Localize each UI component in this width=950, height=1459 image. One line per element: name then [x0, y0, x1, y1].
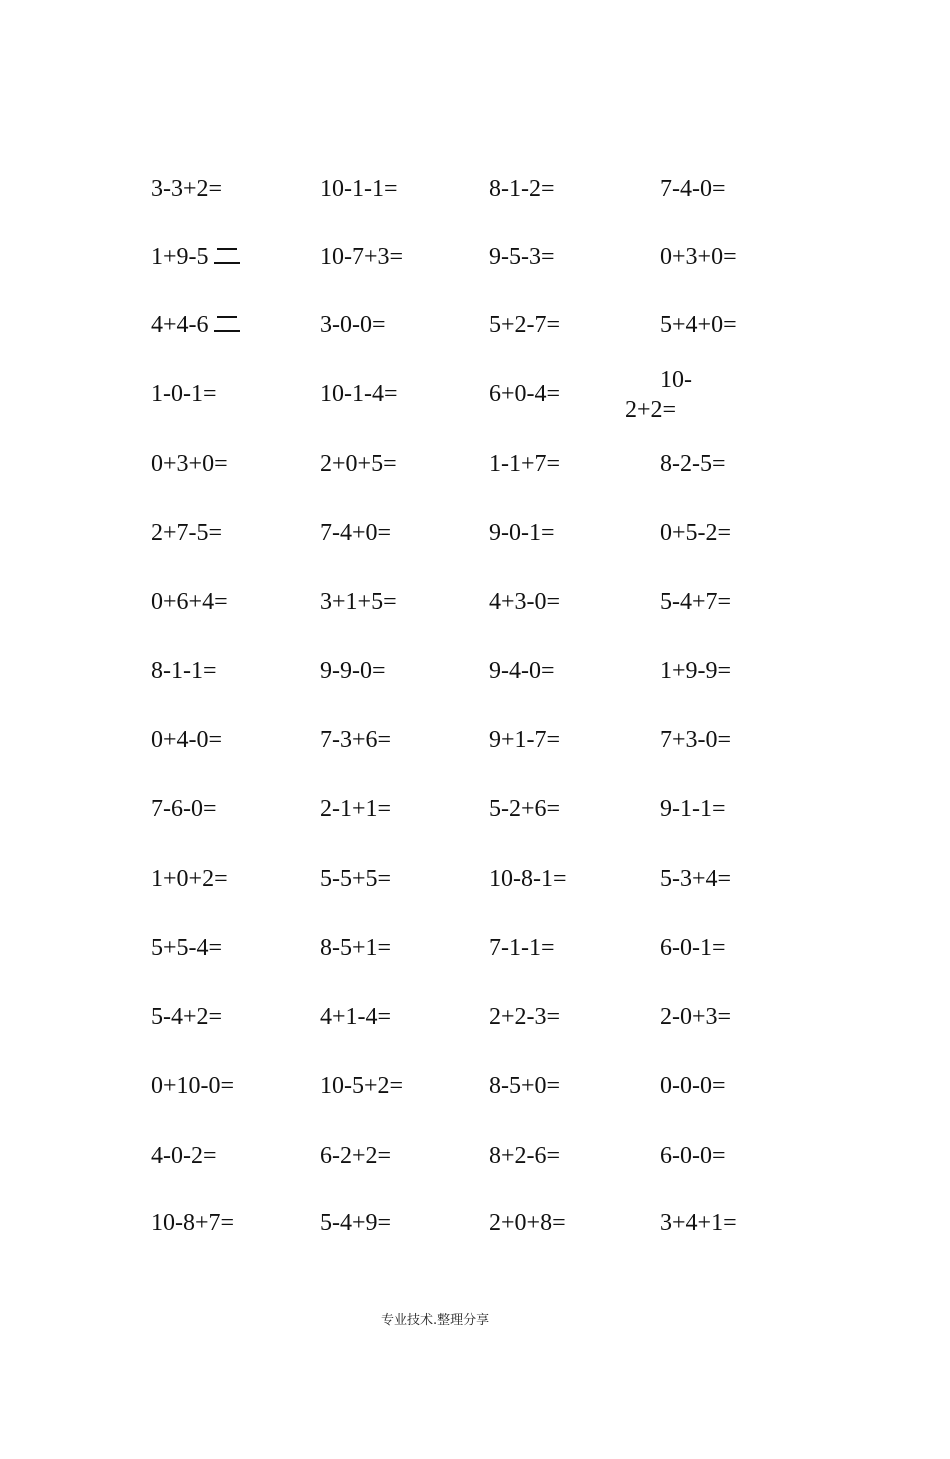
problem-r10-c2: 2-1+1= — [320, 796, 392, 822]
problem-r8-c2: 9-9-0= — [320, 658, 386, 684]
problem-r11-c4: 5-3+4= — [660, 866, 732, 892]
problem-r7-c4: 5-4+7= — [660, 589, 732, 615]
problem-r7-c2: 3+1+5= — [320, 589, 397, 615]
problem-r4-c1: 1-0-1= — [151, 381, 217, 407]
problem-r16-c4: 3+4+1= — [660, 1210, 737, 1236]
problem-r1-c1: 3-3+2= — [151, 176, 223, 202]
problem-r14-c2: 10-5+2= — [320, 1073, 404, 1099]
problem-r5-c1: 0+3+0= — [151, 451, 228, 477]
problem-r8-c4: 1+9-9= — [660, 658, 732, 684]
problem-r12-c1: 5+5-4= — [151, 935, 223, 961]
problem-r14-c4: 0-0-0= — [660, 1073, 726, 1099]
problem-r3-c4: 5+4+0= — [660, 312, 737, 338]
problem-r3-c2: 3-0-0= — [320, 312, 386, 338]
problem-r12-c3: 7-1-1= — [489, 935, 555, 961]
problem-r5-c3: 1-1+7= — [489, 451, 561, 477]
problem-r3-c3: 5+2-7= — [489, 312, 561, 338]
problem-r2-c1 — [151, 243, 240, 271]
problem-r16-c2: 5-4+9= — [320, 1210, 392, 1236]
problem-r4-c4 — [625, 365, 692, 425]
problem-r11-c2: 5-5+5= — [320, 866, 392, 892]
problem-r9-c3: 9+1-7= — [489, 727, 561, 753]
problem-r10-c4: 9-1-1= — [660, 796, 726, 822]
problem-text: 1+9-5 — [151, 244, 209, 270]
problem-r10-c1: 7-6-0= — [151, 796, 217, 822]
problem-r10-c3: 5-2+6= — [489, 796, 561, 822]
problem-r2-c4: 0+3+0= — [660, 244, 737, 270]
problem-r2-c3: 9-5-3= — [489, 244, 555, 270]
problem-r7-c3: 4+3-0= — [489, 589, 561, 615]
problem-r1-c3: 8-1-2= — [489, 176, 555, 202]
problem-r2-c2: 10-7+3= — [320, 244, 404, 270]
problem-r6-c2: 7-4+0= — [320, 520, 392, 546]
problem-r6-c4: 0+5-2= — [660, 520, 732, 546]
problem-r12-c2: 8-5+1= — [320, 935, 392, 961]
problem-r5-c4: 8-2-5= — [660, 451, 726, 477]
problem-line-1: 10- — [660, 367, 692, 393]
problem-r14-c1: 0+10-0= — [151, 1073, 235, 1099]
problem-r9-c2: 7-3+6= — [320, 727, 392, 753]
problem-r9-c4: 7+3-0= — [660, 727, 732, 753]
footer-text: 专业技术.整理分享 — [381, 1313, 490, 1328]
equals-sign-icon — [214, 245, 240, 265]
problem-r4-c2: 10-1-4= — [320, 381, 398, 407]
problem-r1-c2: 10-1-1= — [320, 176, 398, 202]
problem-r11-c3: 10-8-1= — [489, 866, 567, 892]
problem-r4-c3: 6+0-4= — [489, 381, 561, 407]
problem-r16-c1: 10-8+7= — [151, 1210, 235, 1236]
equals-sign-icon — [214, 313, 240, 333]
problem-r8-c1: 8-1-1= — [151, 658, 217, 684]
problem-r11-c1: 1+0+2= — [151, 866, 228, 892]
problem-r1-c4: 7-4-0= — [660, 176, 726, 202]
problem-r7-c1: 0+6+4= — [151, 589, 228, 615]
problem-r12-c4: 6-0-1= — [660, 935, 726, 961]
problem-line-2: 2+2= — [625, 397, 677, 423]
problem-r16-c3: 2+0+8= — [489, 1210, 566, 1236]
problem-r13-c3: 2+2-3= — [489, 1004, 561, 1030]
problem-r14-c3: 8-5+0= — [489, 1073, 561, 1099]
problem-r15-c1: 4-0-2= — [151, 1143, 217, 1169]
problem-r6-c1: 2+7-5= — [151, 520, 223, 546]
problem-r13-c4: 2-0+3= — [660, 1004, 732, 1030]
problem-r6-c3: 9-0-1= — [489, 520, 555, 546]
problem-r8-c3: 9-4-0= — [489, 658, 555, 684]
problem-r13-c2: 4+1-4= — [320, 1004, 392, 1030]
problem-r9-c1: 0+4-0= — [151, 727, 223, 753]
problem-r13-c1: 5-4+2= — [151, 1004, 223, 1030]
problem-r5-c2: 2+0+5= — [320, 451, 397, 477]
problem-r3-c1 — [151, 311, 240, 339]
problem-r15-c2: 6-2+2= — [320, 1143, 392, 1169]
problem-r15-c4: 6-0-0= — [660, 1143, 726, 1169]
problem-r15-c3: 8+2-6= — [489, 1143, 561, 1169]
problem-text: 4+4-6 — [151, 312, 209, 338]
